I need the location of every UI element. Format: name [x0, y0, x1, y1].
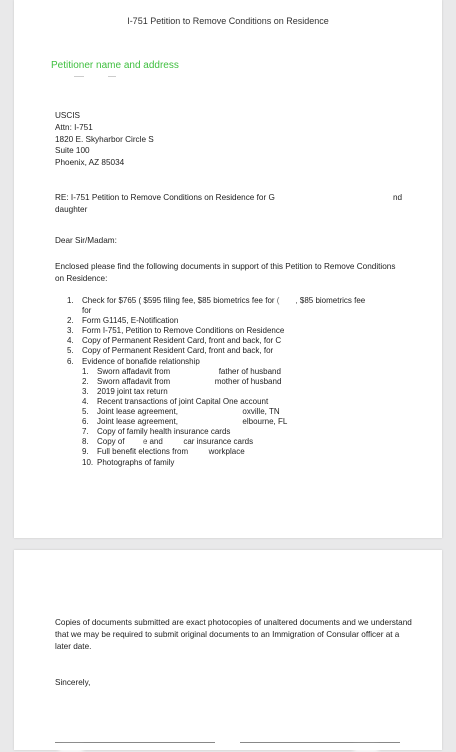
item-text-tail: oxville, TN — [242, 407, 280, 417]
item-text-mid: e and — [142, 437, 163, 447]
list-item — [67, 326, 407, 336]
list-item — [82, 407, 407, 417]
item-number: 2. — [82, 376, 89, 386]
intro-paragraph: Enclosed please find the following documents in support of this Petition to Remove Conditions on Residence: — [55, 262, 396, 283]
item-text-tail: , $85 biometrics fee — [295, 296, 366, 305]
list-item — [82, 397, 407, 407]
item-text: for — [82, 306, 92, 316]
re-line-2 — [55, 204, 405, 216]
recipient-address — [55, 110, 154, 169]
list-item — [67, 306, 407, 316]
item-text: Check for $765 ( $595 filing fee, $85 biometrics fee for ( — [82, 296, 280, 305]
list-item — [67, 296, 407, 306]
item-number: 3. — [67, 326, 74, 336]
list-item — [67, 346, 407, 356]
document-page-2 — [14, 550, 442, 750]
address-line: Phoenix, AZ 85034 — [55, 158, 125, 168]
list-item — [82, 377, 407, 387]
redacted-text — [94, 306, 118, 316]
item-text: Full benefit elections from — [97, 447, 189, 457]
petitioner-name-address-label: Petitioner name and address — [51, 60, 179, 71]
signature-line-1 — [55, 742, 215, 743]
redacted-text — [180, 417, 240, 427]
item-number: 5. — [67, 346, 74, 356]
item-text: Joint lease agreement, — [97, 417, 178, 427]
redacted-text — [90, 204, 119, 216]
item-text: Form G1145, E-Notification — [82, 316, 179, 326]
list-item — [82, 387, 407, 397]
item-number: 3. — [82, 386, 89, 396]
item-text: 2019 joint tax return — [97, 386, 168, 396]
item-text: Copy of Permanent Resident Card, front and back, for — [82, 346, 274, 356]
re-line-2-text: daughter — [55, 204, 88, 214]
item-text-tail: workplace — [208, 447, 245, 457]
redacted-text — [127, 437, 143, 447]
item-number: 9. — [82, 447, 89, 457]
item-text-tail: father of husband — [218, 366, 281, 376]
item-text: Sworn affadavit from — [97, 366, 171, 376]
item-text-tail: car insurance cards — [183, 437, 254, 447]
address-line: Suite 100 — [55, 146, 90, 156]
list-item — [82, 437, 407, 447]
page-header: I-751 Petition to Remove Conditions on Residence — [127, 16, 329, 26]
list-item — [82, 447, 407, 457]
address-line: USCIS — [55, 111, 81, 120]
re-line — [55, 192, 405, 216]
item-number: 4. — [82, 396, 89, 406]
item-text: Form I-751, Petition to Remove Conditions on Residence — [82, 326, 285, 336]
item-number: 8. — [82, 437, 89, 447]
signature-line-2 — [240, 742, 400, 743]
redacted-text — [172, 367, 216, 377]
redacted-text — [190, 447, 206, 457]
item-text-tail: elbourne, FL — [242, 417, 288, 427]
item-number: 1. — [82, 366, 89, 376]
salutation: Dear Sir/Madam: — [55, 236, 117, 245]
list-item — [67, 336, 407, 346]
item-text: Copy of family health insurance cards — [97, 427, 231, 437]
item-text-tail: mother of husband — [214, 376, 282, 386]
redacted-text — [354, 746, 378, 752]
item-number: 6. — [82, 417, 89, 427]
item-text: Recent transactions of joint Capital One account — [97, 396, 269, 406]
redacted-text — [172, 377, 212, 387]
item-text: Sworn affadavit from — [97, 376, 171, 386]
signature-caption-2 — [354, 746, 378, 752]
item-text: Joint lease agreement, — [97, 407, 178, 417]
item-number: 6. — [67, 356, 74, 366]
re-line-1-end: nd — [393, 193, 403, 202]
copies-statement: Copies of documents submitted are exact photocopies of unaltered documents and we understand that we may be required to submit original documents to an Immigration of Consular officer at a later date. — [55, 618, 412, 651]
evidence-sublist — [82, 367, 407, 468]
item-text: Copy of — [97, 437, 125, 447]
list-item — [82, 417, 407, 427]
redacted-text — [165, 437, 181, 447]
item-text: Photographs of family — [97, 457, 175, 467]
item-number: 4. — [67, 336, 74, 346]
item-number: 1. — [67, 296, 74, 305]
closing: Sincerely, — [55, 678, 91, 687]
document-page-1 — [14, 0, 442, 538]
item-number: 2. — [67, 316, 74, 326]
redaction-mark — [108, 76, 116, 77]
list-item — [67, 357, 407, 468]
address-line: Attn: I-751 — [55, 122, 93, 132]
item-text: Copy of Permanent Resident Card, front and back, for C — [82, 336, 282, 346]
redacted-text — [279, 296, 295, 306]
redacted-text — [180, 407, 240, 417]
address-line: 1820 E. Skyharbor Circle S — [55, 134, 154, 144]
item-number: 10. — [82, 457, 94, 467]
list-item — [82, 458, 407, 468]
list-item — [67, 316, 407, 326]
item-number: 7. — [82, 427, 89, 437]
item-text: Evidence of bonafide relationship — [82, 356, 200, 366]
redacted-text — [59, 746, 83, 752]
list-item — [82, 427, 407, 437]
list-item — [82, 367, 407, 377]
item-number: 5. — [82, 407, 89, 417]
re-line-1: RE: I-751 Petition to Remove Conditions on Residence for G — [55, 193, 275, 202]
signature-caption-1 — [59, 746, 83, 752]
enclosure-list — [67, 296, 407, 468]
redaction-mark — [74, 76, 84, 77]
